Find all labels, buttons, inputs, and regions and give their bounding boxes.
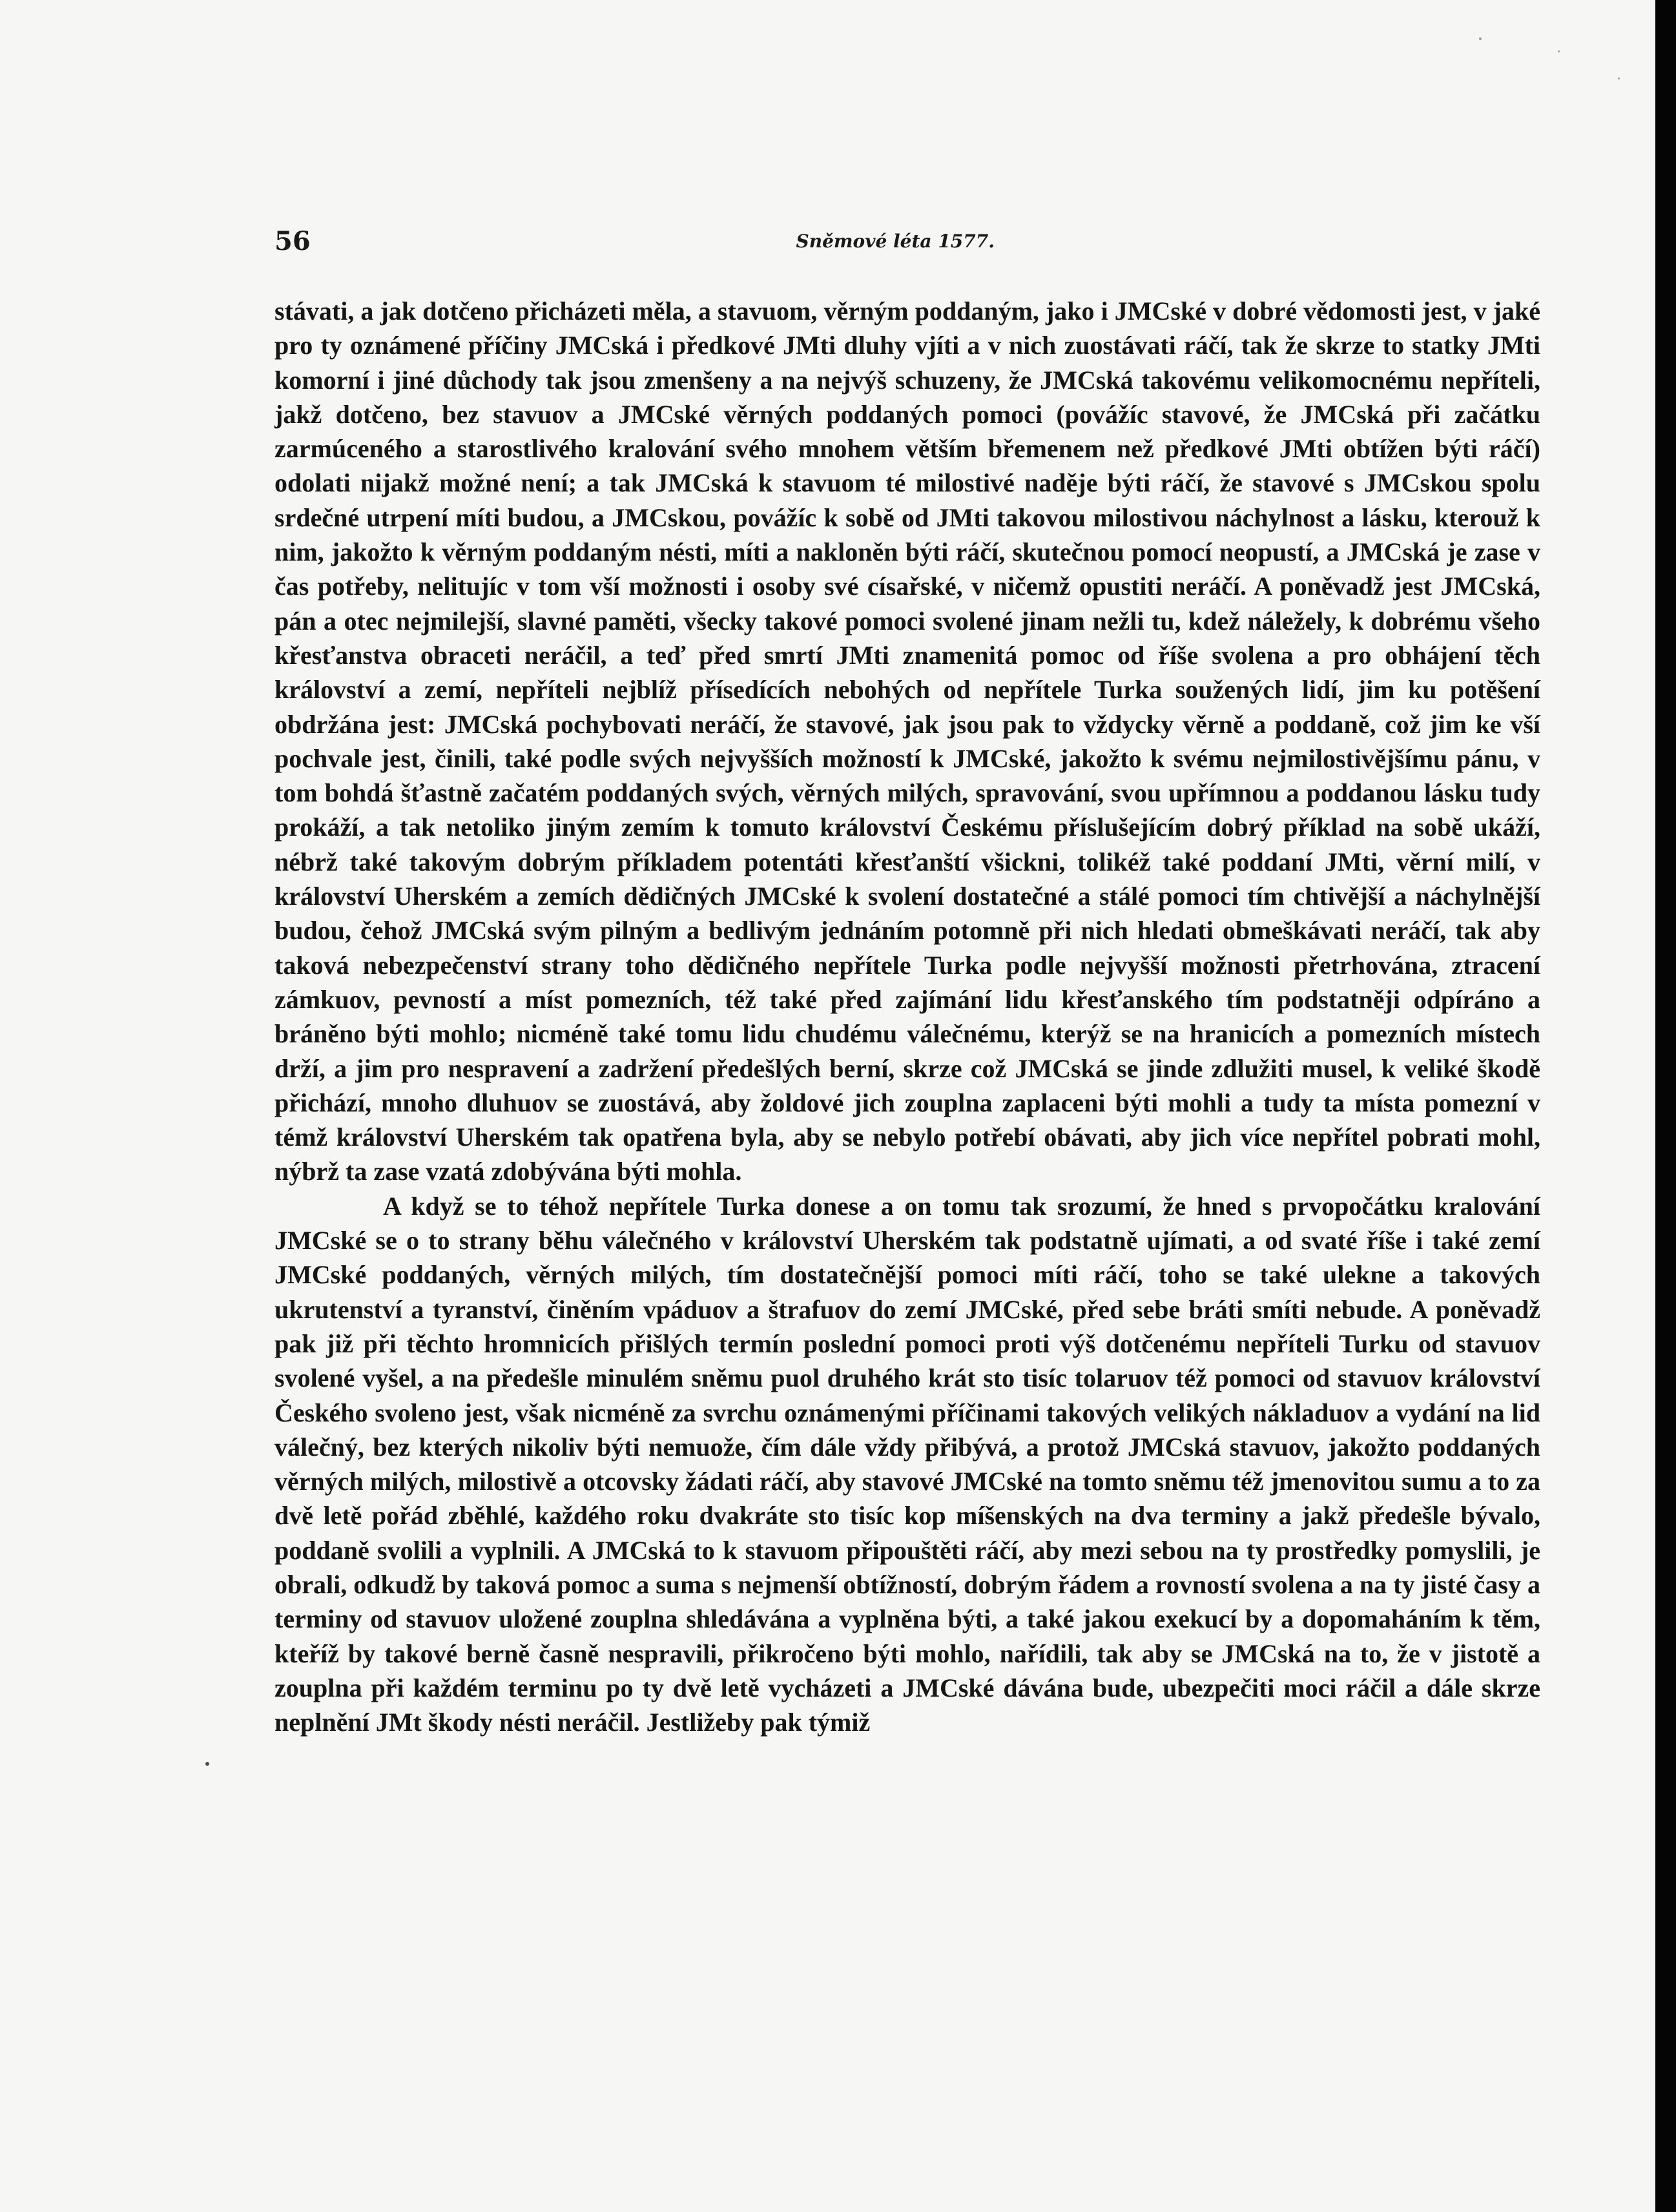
- paragraph-2: A když se to téhož nepřítele Turka donese a on tomu tak srozumí, že hned s prvopočátku kralování JMCské se o to strany běhu válečného v království Uherském tak podstatně ujímati, a od svaté říše i také zemí JMCské poddaných, věrných milých, tím dostatečnější pomoci míti ráčí, toho se také ulekne a takových ukrutenství a tyranství, činěním vpáduov a štrafuov do zemí JMCské, před sebe bráti smíti nebude. A poněvadž pak již při těchto hromnicích přišlých termín poslední pomoci proti výš dotčenému nepříteli Turku od stavuov svolené vyšel, a na předešle minulém sněmu puol druhého krát sto tisíc tolaruov též pomoci od stavuov království Českého svoleno jest, však nicméně za svrchu oznámenými příčinami takových velikých nákladuov a vydání na lid válečný, bez kterých nikoliv býti nemuože, čím dále vždy přibývá, a protož JMCská stavuov, jakožto poddaných věrných milých, milostivě a otcovsky žádati ráčí, aby stavové JMCské na tomto sněmu též jmenovitou sumu a to za dvě letě pořád zběhlé, každého roku dvakráte sto tisíc kop míšenských na dva terminy a jakž předešle bývalo, poddaně svolili a vyplnili. A JMCská to k stavuom připouštěti ráčí, aby mezi sebou na ty prostředky pomyslili, je obrali, odkudž by taková pomoc a suma s nejmenší obtížností, dobrým řádem a rovností svolena a na ty jisté časy a terminy od stavuov uložené zouplna shledávána a vyplněna býti, a také jakou exekucí by a dopomaháním k těm, kteříž by takové berně časně nespravili, přikročeno býti mohlo, nařídili, tak aby se JMCská na to, že v jistotě a zouplna při každém terminu po ty dvě letě vycházeti a JMCské dávána bude, ubezpečiti moci ráčil a dále skrze neplnění JMt škody nésti neráčil. Jestližeby pak týmiž: [274, 1191, 1540, 1737]
- scan-speck: [1558, 50, 1560, 52]
- scan-speck: [1479, 37, 1482, 40]
- scan-border: [1655, 0, 1676, 2212]
- margin-dot: [205, 1762, 209, 1766]
- scan-speck: [1618, 78, 1620, 79]
- body-text: [274, 294, 1540, 1739]
- paragraph-1: stávati, a jak dotčeno přicházeti měla, a stavuom, věrným poddaným, jako i JMCské v dobré vědomosti jest, v jaké pro ty oznámené příčiny JMCská i předkové JMti dluhy vjíti a v nich zuostávati ráčí, tak že skrze to statky JMti komorní i jiné důchody tak jsou zmenšeny a na nejvýš schuzeny, že JMCská takovému velikomocnému nepříteli, jakž dotčeno, bez stavuov a JMCské věrných poddaných pomoci (povážíc stavové, že JMCská při začátku zarmúceného a starostlivého kralování svého mnohem větším břemenem než předkové JMti obtížen býti ráčí) odolati nijakž možné není; a tak JMCská k stavuom té milostivé naděje býti ráčí, že stavové s JMCskou spolu srdečné utrpení míti budou, a JMCskou, povážíc k sobě od JMti takovou milostivou náchylnost a lásku, kterouž k nim, jakožto k věrným poddaným nésti, míti a nakloněn býti ráčí, skutečnou pomocí neopustí, a JMCská je zase v čas potřeby, nelitujíc v tom vší možnosti i osoby své císařské, v ničemž opustiti neráčí. A poněvadž jest JMCská, pán a otec nejmilejší, slavné paměti, všecky takové pomoci svolené jinam nežli tu, kdež náležely, k dobrému všeho křesťanstva obraceti neráčil, a teď před smrtí JMti znamenitá pomoc od říše svolena a pro obhájení těch království a zemí, nepříteli nejblíž přísedících nebohých od nepřítele Turka soužených lidí, jim ku potěšení obdržána jest: JMCská pochybovati neráčí, že stavové, jak jsou pak to vždycky věrně a poddaně, což jim ke vší pochvale jest, činili, také podle svých nejvyšších možností k JMCské, jakožto k svému nejmilostivějšímu pánu, v tom bohdá šťastně začatém poddaných svých, věrných milých, spravování, svou upřímnou a poddanou lásku tudy prokáží, a tak netoliko jiným zemím k tomuto království Českému příslušejícím dobrý příklad na sobě ukáží, nébrž také takovým dobrým příkladem potentáti křesťanští všickni, tolikéž také poddaní JMti, věrní milí, v království Uherském a zemích dědičných JMCské k svolení dostatečné a stálé pomoci tím chtivější a náchylnější budou, čehož JMCská svým pilným a bedlivým jednáním potomně při nich hledati obmeškávati neráčí, tak aby taková nebezpečenství strany toho dědičného nepřítele Turka podle nejvyšší možnosti přetrhována, ztracení zámkuov, pevností a míst pomezních, též také před zajímání lidu křesťanského tím podstatněji odpíráno a bráněno býti mohlo; nicméně také tomu lidu chudému válečnému, kterýž se na hranicích a pomezních místech drží, a jim pro nespravení a zadržení předešlých berní, skrze což JMCská se jinde zdlužiti musel, k veliké škodě přichází, mnoho dluhuov se zuostává, aby žoldové jich zouplna zaplaceni býti mohli a tudy ta místa pomezní v témž království Uherském tak opatřena byla, aby se nebylo potřebí obávati, aby jich více nepřítel pobrati mohl, nýbrž ta zase vzatá zdobývána býti mohla.: [274, 296, 1540, 1186]
- page-header: [274, 225, 995, 264]
- running-title: Sněmové léta 1577.: [796, 231, 995, 252]
- page-number: 56: [274, 226, 311, 256]
